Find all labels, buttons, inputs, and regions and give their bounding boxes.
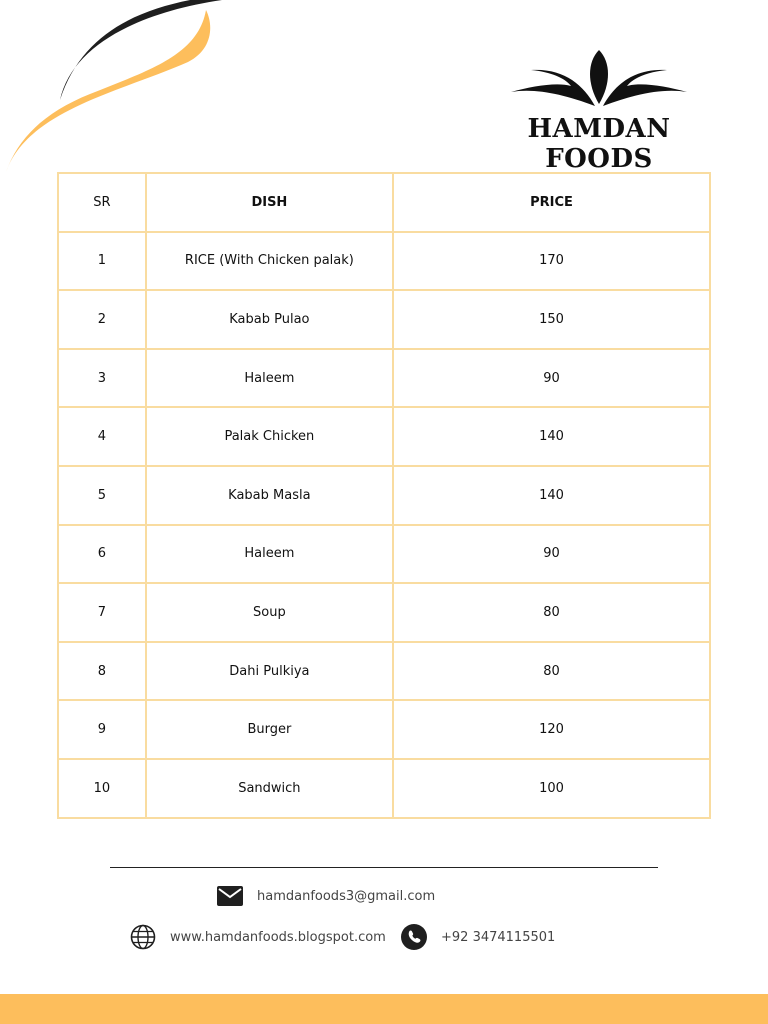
cell-dish: RICE (With Chicken palak) <box>146 232 393 291</box>
cell-price: 80 <box>393 642 710 701</box>
globe-icon <box>130 924 156 950</box>
cell-dish: Sandwich <box>146 759 393 818</box>
cell-sr: 5 <box>58 466 146 525</box>
menu-table <box>57 172 711 819</box>
footer-divider <box>110 867 658 868</box>
table-row <box>58 583 710 642</box>
cell-price: 170 <box>393 232 710 291</box>
table-row <box>58 349 710 408</box>
cell-sr: 9 <box>58 700 146 759</box>
cell-sr: 7 <box>58 583 146 642</box>
table-row <box>58 232 710 291</box>
brand-block <box>470 48 728 174</box>
cell-sr: 8 <box>58 642 146 701</box>
table-row <box>58 290 710 349</box>
cell-price: 80 <box>393 583 710 642</box>
header-dish: DISH <box>146 173 393 232</box>
cell-sr: 10 <box>58 759 146 818</box>
cell-sr: 4 <box>58 407 146 466</box>
table-header-row <box>58 173 710 232</box>
bottom-accent-bar <box>0 994 768 1024</box>
website-text: www.hamdanfoods.blogspot.com <box>170 929 386 945</box>
phone-icon <box>401 924 427 950</box>
envelope-icon <box>217 886 243 906</box>
cell-dish: Kabab Masla <box>146 466 393 525</box>
cell-sr: 3 <box>58 349 146 408</box>
contact-phone[interactable] <box>401 924 555 950</box>
cell-dish: Haleem <box>146 525 393 584</box>
leaf-logo-icon <box>509 48 689 110</box>
contact-email[interactable] <box>217 886 435 906</box>
table-row <box>58 466 710 525</box>
cell-dish: Soup <box>146 583 393 642</box>
table-row <box>58 407 710 466</box>
cell-price: 90 <box>393 349 710 408</box>
email-text: hamdanfoods3@gmail.com <box>257 888 436 904</box>
cell-price: 90 <box>393 525 710 584</box>
phone-text: +92 3474115501 <box>441 929 556 945</box>
table-row <box>58 759 710 818</box>
header-price: PRICE <box>393 173 710 232</box>
decorative-swoosh <box>0 0 240 180</box>
cell-dish: Haleem <box>146 349 393 408</box>
header-sr: SR <box>58 173 146 232</box>
cell-dish: Dahi Pulkiya <box>146 642 393 701</box>
cell-sr: 1 <box>58 232 146 291</box>
cell-sr: 6 <box>58 525 146 584</box>
contact-website[interactable] <box>130 924 386 950</box>
cell-price: 120 <box>393 700 710 759</box>
table-row <box>58 525 710 584</box>
cell-price: 140 <box>393 407 710 466</box>
cell-dish: Palak Chicken <box>146 407 393 466</box>
table-row <box>58 700 710 759</box>
cell-dish: Burger <box>146 700 393 759</box>
brand-name: HAMDAN FOODS <box>527 114 671 174</box>
cell-dish: Kabab Pulao <box>146 290 393 349</box>
cell-price: 100 <box>393 759 710 818</box>
cell-price: 150 <box>393 290 710 349</box>
table-row <box>58 642 710 701</box>
cell-price: 140 <box>393 466 710 525</box>
cell-sr: 2 <box>58 290 146 349</box>
